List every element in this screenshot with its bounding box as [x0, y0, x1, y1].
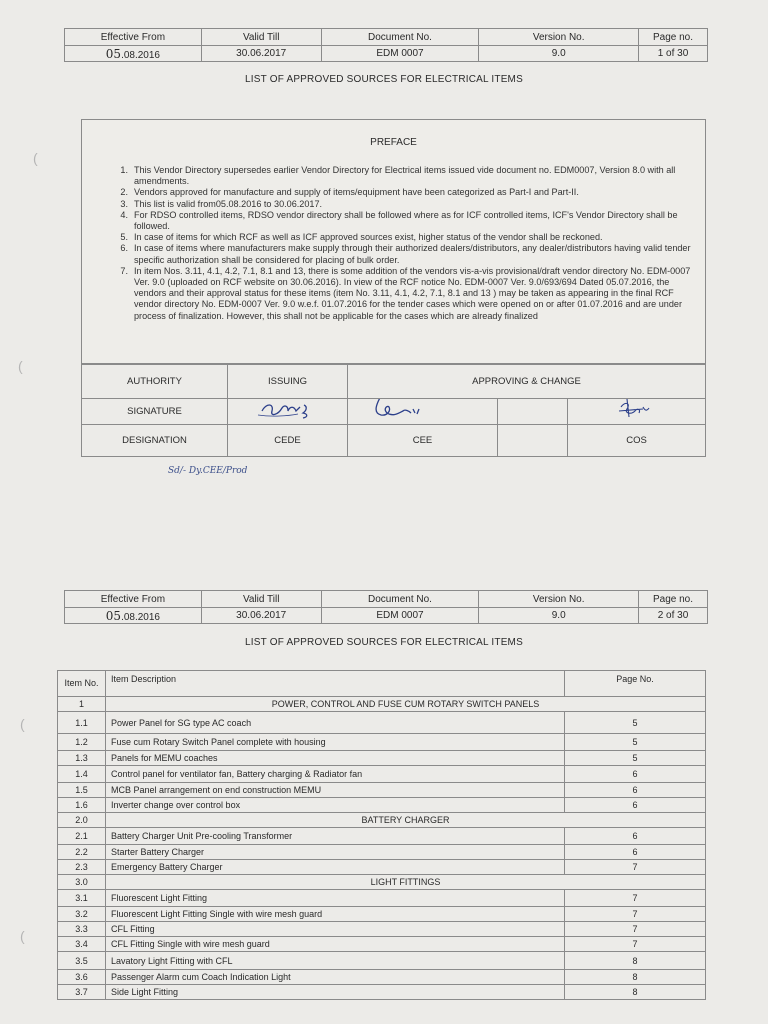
preface-item: 4. For RDSO controlled items, RDSO vendor directory shall be followed where as for ICF controlled items, ICF's Vendor Directory shall be followed.	[120, 209, 678, 232]
signature-label: SIGNATURE	[82, 399, 228, 425]
header-label-page: Page no.	[639, 591, 708, 608]
designation-spacer	[498, 425, 568, 457]
item-no: 2.3	[58, 860, 106, 875]
item-description: Fluorescent Light Fitting	[106, 890, 565, 907]
signature-cee	[348, 399, 498, 425]
item-page-no: 7	[565, 937, 706, 952]
col-item-desc: Item Description	[106, 671, 565, 697]
signature-spacer	[498, 399, 568, 425]
section-title: BATTERY CHARGER	[106, 813, 706, 828]
margin-mark: (	[33, 150, 38, 166]
item-no: 2.0	[58, 813, 106, 828]
signature-cos	[568, 399, 706, 425]
item-description: Inverter change over control box	[106, 798, 565, 813]
margin-mark: (	[20, 716, 25, 732]
col-item-no: Item No.	[58, 671, 106, 697]
item-page-no: 8	[565, 952, 706, 970]
item-description: Passenger Alarm cum Coach Indication Light	[106, 970, 565, 985]
approving-label: APPROVING & CHANGE	[348, 365, 706, 399]
header-effective-date: 05.08.2016	[65, 608, 202, 624]
table-row	[58, 828, 706, 845]
table-row	[58, 734, 706, 751]
table-row	[58, 922, 706, 937]
header-page-no: 2 of 30	[639, 608, 708, 624]
page1-header-table	[64, 28, 708, 62]
header-label-effective: Effective From	[65, 591, 202, 608]
designation-cede: CEDE	[228, 425, 348, 457]
item-description: Battery Charger Unit Pre-cooling Transformer	[106, 828, 565, 845]
item-page-no: 8	[565, 985, 706, 1000]
item-no: 3.0	[58, 875, 106, 890]
designation-cos: COS	[568, 425, 706, 457]
item-no: 3.5	[58, 952, 106, 970]
issuing-label: ISSUING	[228, 365, 348, 399]
item-no: 3.2	[58, 907, 106, 922]
item-no: 3.3	[58, 922, 106, 937]
item-page-no: 6	[565, 783, 706, 798]
item-no: 1.2	[58, 734, 106, 751]
section-row	[58, 697, 706, 712]
header-label-valid: Valid Till	[201, 591, 321, 608]
signature-cede-mark	[248, 399, 328, 421]
item-page-no: 6	[565, 828, 706, 845]
margin-mark: (	[20, 928, 25, 944]
item-description: Side Light Fitting	[106, 985, 565, 1000]
header-version: 9.0	[479, 608, 639, 624]
preface-item: 2. Vendors approved for manufacture and supply of items/equipment have been categorized as Part-I and Part-II.	[120, 187, 579, 198]
item-page-no: 7	[565, 860, 706, 875]
item-no: 2.1	[58, 828, 106, 845]
item-no: 1.4	[58, 766, 106, 783]
preface-list	[114, 165, 700, 322]
handwritten-annotation: Sd/- Dy.CEE/Prod	[168, 466, 248, 476]
preface-box	[81, 119, 706, 364]
item-description: Starter Battery Charger	[106, 845, 565, 860]
table-row	[58, 937, 706, 952]
section-title: POWER, CONTROL AND FUSE CUM ROTARY SWITCH PANELS	[106, 697, 706, 712]
item-page-no: 5	[565, 751, 706, 766]
header-effective-date: 05.08.2016	[65, 46, 202, 62]
items-header-row	[58, 671, 706, 697]
authority-table	[81, 364, 706, 457]
table-row	[58, 890, 706, 907]
item-no: 1	[58, 697, 106, 712]
preface-heading: PREFACE	[370, 137, 417, 148]
table-row	[58, 783, 706, 798]
item-description: Power Panel for SG type AC coach	[106, 712, 565, 734]
item-description: Control panel for ventilator fan, Battery charging & Radiator fan	[106, 766, 565, 783]
item-no: 3.6	[58, 970, 106, 985]
item-no: 1.3	[58, 751, 106, 766]
page1-title: LIST OF APPROVED SOURCES FOR ELECTRICAL ITEMS	[245, 74, 523, 85]
item-description: CFL Fitting	[106, 922, 565, 937]
item-no: 1.6	[58, 798, 106, 813]
item-no: 1.5	[58, 783, 106, 798]
item-page-no: 6	[565, 798, 706, 813]
table-row	[58, 845, 706, 860]
header-label-doc: Document No.	[321, 591, 479, 608]
item-page-no: 8	[565, 970, 706, 985]
page2-header-table	[64, 590, 708, 624]
item-description: MCB Panel arrangement on end construction MEMU	[106, 783, 565, 798]
header-doc-no: EDM 0007	[321, 608, 479, 624]
section-row	[58, 813, 706, 828]
item-page-no: 7	[565, 890, 706, 907]
table-row	[58, 907, 706, 922]
item-page-no: 5	[565, 734, 706, 751]
col-page-no: Page No.	[565, 671, 706, 697]
header-page-no: 1 of 30	[639, 46, 708, 62]
header-doc-no: EDM 0007	[321, 46, 479, 62]
item-description: Fluorescent Light Fitting Single with wire mesh guard	[106, 907, 565, 922]
item-no: 3.7	[58, 985, 106, 1000]
preface-item: 6. In case of items where manufacturers make supply through their authorized dealers/distributors, any dealer/distributors having valid tender specific authorization shall be considered for placing of bulk order.	[120, 243, 691, 265]
header-label-version: Version No.	[479, 29, 639, 46]
header-label-effective: Effective From	[65, 29, 202, 46]
table-row	[58, 970, 706, 985]
preface-item: 7. In item Nos. 3.11, 4.1, 4.2, 7.1, 8.1 and 13, there is some addition of the vendors vis-a-vis provisional/draft vendor directory No. EDM-0007 Ver. 9.0 (uploaded on RCF website on 30.06.2016). In view of the RCF notice No. EDM-0007 Ver. 9.0/693/694 Dated 05.07.2016, the vendors and their approval status for these items (item No. 3.11, 4.1, 4.2, 7.1, 8.1 and 13 ) may be taken as appearing in the final RCF vendor directory No. EDM-0007 Ver. 9.0 w.e.f. 01.07.2016 for the tender cases which were opened on or after 01.07.2016 and are under process of finalization. However, this shall not be applicable for the cases which are already finalized	[120, 265, 691, 321]
designation-cee: CEE	[348, 425, 498, 457]
item-page-no: 5	[565, 712, 706, 734]
signature-cos-mark	[607, 399, 667, 421]
page2-title: LIST OF APPROVED SOURCES FOR ELECTRICAL ITEMS	[245, 637, 523, 648]
table-row	[58, 712, 706, 734]
header-label-doc: Document No.	[321, 29, 479, 46]
authority-label: AUTHORITY	[82, 365, 228, 399]
header-valid-till: 30.06.2017	[201, 46, 321, 62]
items-table	[57, 670, 706, 1000]
header-label-version: Version No.	[479, 591, 639, 608]
item-description: Emergency Battery Charger	[106, 860, 565, 875]
item-page-no: 7	[565, 907, 706, 922]
table-row	[58, 751, 706, 766]
item-description: Fuse cum Rotary Switch Panel complete with housing	[106, 734, 565, 751]
item-no: 3.1	[58, 890, 106, 907]
item-description: Lavatory Light Fitting with CFL	[106, 952, 565, 970]
section-title: LIGHT FITTINGS	[106, 875, 706, 890]
header-label-page: Page no.	[639, 29, 708, 46]
table-row	[58, 952, 706, 970]
signature-cee-mark	[363, 399, 483, 421]
header-version: 9.0	[479, 46, 639, 62]
table-row	[58, 766, 706, 783]
header-label-valid: Valid Till	[201, 29, 321, 46]
margin-mark: (	[18, 358, 23, 374]
item-page-no: 7	[565, 922, 706, 937]
item-page-no: 6	[565, 845, 706, 860]
table-row	[58, 798, 706, 813]
preface-item: 1. This Vendor Directory supersedes earlier Vendor Directory for Electrical items issued vide document no. EDM0007, Version 8.0 with all amendments.	[120, 165, 676, 187]
item-no: 3.4	[58, 937, 106, 952]
header-valid-till: 30.06.2017	[201, 608, 321, 624]
signature-cede	[228, 399, 348, 425]
table-row	[58, 860, 706, 875]
item-page-no: 6	[565, 766, 706, 783]
section-row	[58, 875, 706, 890]
preface-item: 3. This list is valid from05.08.2016 to 30.06.2017.	[120, 198, 323, 209]
designation-label: DESIGNATION	[82, 425, 228, 457]
table-row	[58, 985, 706, 1000]
item-description: CFL Fitting Single with wire mesh guard	[106, 937, 565, 952]
item-no: 1.1	[58, 712, 106, 734]
item-no: 2.2	[58, 845, 106, 860]
item-description: Panels for MEMU coaches	[106, 751, 565, 766]
preface-item: 5. In case of items for which RCF as well as ICF approved sources exist, higher status of the vendor shall be reckoned.	[120, 232, 603, 243]
